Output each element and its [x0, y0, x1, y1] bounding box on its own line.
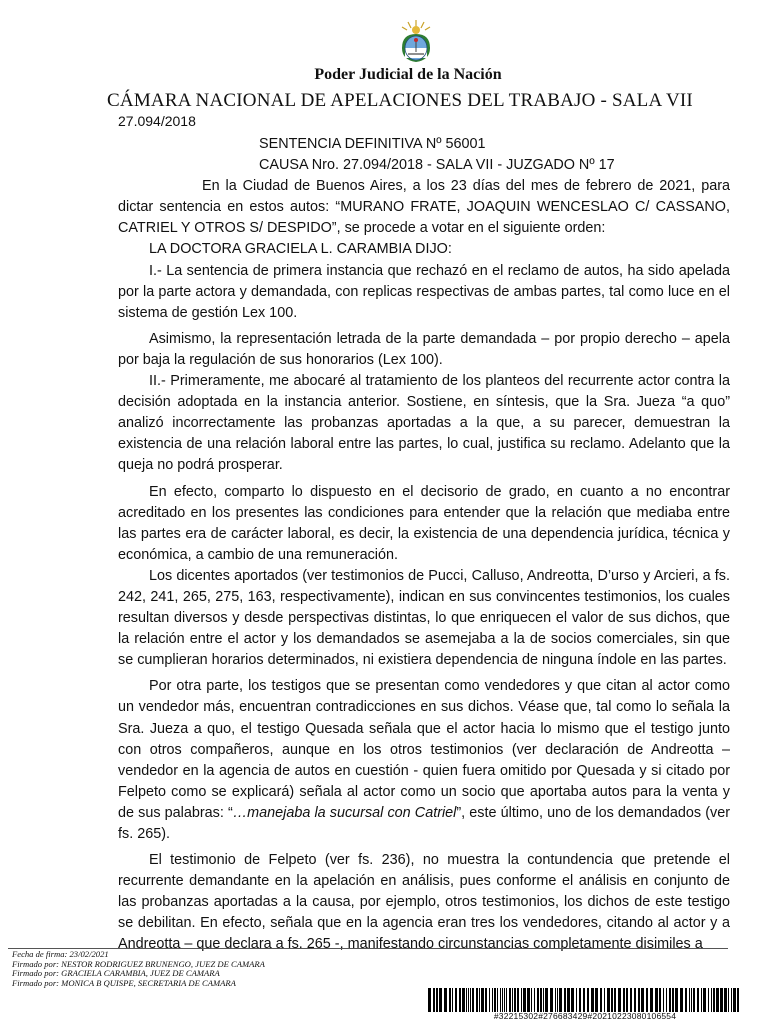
barcode-bar	[567, 988, 570, 1012]
barcode-bar	[607, 988, 610, 1012]
barcode-bar	[659, 988, 661, 1012]
barcode-bar	[512, 988, 513, 1012]
barcode-bar	[523, 988, 526, 1012]
barcode-bar	[663, 988, 664, 1012]
barcode-bar	[646, 988, 648, 1012]
barcode-bar	[728, 988, 729, 1012]
paragraph-opening: En la Ciudad de Buenos Aires, a los 23 días del mes de febrero de 2021, para dictar sentencia en estos autos: “MURANO FRATE, JOAQUIN WENCESLAO C/ CASSANO, CATRIEL Y OTROS S/ DESPIDO”, se procede a votar en el siguiente orden:	[118, 178, 730, 237]
barcode-bar	[466, 988, 467, 1012]
barcode-bar	[708, 988, 709, 1012]
barcode-bar	[502, 988, 503, 1012]
barcode-bar	[489, 988, 490, 1012]
barcode-bar	[720, 988, 723, 1012]
barcode-bar	[452, 988, 453, 1012]
signature-block	[12, 950, 432, 988]
barcode-bar	[559, 988, 562, 1012]
vote-heading: LA DOCTORA GRACIELA L. CARAMBIA DIJO:	[149, 241, 452, 258]
barcode-bar	[697, 988, 699, 1012]
barcode-bar	[433, 988, 435, 1012]
barcode-bar	[680, 988, 683, 1012]
barcode-bar	[672, 988, 674, 1012]
document-body	[118, 134, 730, 956]
barcode-number: #32215302#276683429#20210223080106554	[493, 1011, 677, 1021]
barcode-bar	[655, 988, 658, 1012]
cause-line: CAUSA Nro. 27.094/2018 - SALA VII - JUZGADO Nº 17	[259, 157, 615, 174]
barcode-bar	[455, 988, 457, 1012]
barcode-bar	[731, 988, 732, 1012]
barcode-bar	[685, 988, 687, 1012]
barcode-bar	[534, 988, 535, 1012]
barcode-bar	[514, 988, 516, 1012]
barcode-bar	[626, 988, 628, 1012]
barcode-bar	[540, 988, 542, 1012]
barcode-bar	[485, 988, 487, 1012]
barcode-bar	[462, 988, 465, 1012]
barcode-bar	[576, 988, 577, 1012]
barcode-bar	[711, 988, 712, 1012]
barcode-bar	[537, 988, 539, 1012]
barcode-bar	[492, 988, 493, 1012]
barcode-bar	[591, 988, 594, 1012]
barcode-bar	[571, 988, 574, 1012]
signer-3: Firmado por: MONICA B QUISPE, SECRETARIA DE CAMARA	[12, 977, 236, 988]
barcode-bar	[531, 988, 532, 1012]
signature-divider	[8, 948, 728, 949]
barcode-bar	[693, 988, 695, 1012]
barcode-bar	[675, 988, 678, 1012]
barcode-bar	[521, 988, 522, 1012]
barcode-bar	[713, 988, 715, 1012]
barcode-bar	[604, 988, 605, 1012]
witness-quote: …manejaba la sucursal con Catriel	[232, 804, 457, 821]
barcode-bar	[623, 988, 625, 1012]
barcode-bar	[595, 988, 598, 1012]
barcode-bar	[504, 988, 505, 1012]
barcode-bar	[459, 988, 461, 1012]
barcode-bar	[557, 988, 558, 1012]
barcode-bar	[545, 988, 548, 1012]
barcode-bar	[618, 988, 621, 1012]
barcode-bar	[479, 988, 480, 1012]
barcode-bar	[550, 988, 553, 1012]
paragraph-decision: En efecto, comparto lo dispuesto en el decisorio de grado, en cuanto a no encontrar acreditado en los presentes las condiciones para entender que la relación que mediaba entre las partes era de carácter laboral, es decir, la existencia de una dependencia jurídica, técnica y económica, a cambio de una remuneración.	[118, 483, 730, 563]
sentence-number: SENTENCIA DEFINITIVA Nº 56001	[259, 136, 486, 152]
barcode-bar	[641, 988, 644, 1012]
barcode-bar	[666, 988, 667, 1012]
barcode-bar	[630, 988, 632, 1012]
signer-1: Firmado por: NESTOR RODRIGUEZ BRUNENGO, JUEZ DE CAMARA	[12, 958, 265, 969]
barcode-bar	[587, 988, 589, 1012]
document-barcode	[428, 988, 740, 1012]
header-case-number: 27.094/2018	[118, 113, 196, 129]
barcode-bar	[579, 988, 581, 1012]
barcode-bar	[436, 988, 438, 1012]
barcode-bar	[716, 988, 719, 1012]
barcode-bar	[564, 988, 566, 1012]
barcode-bar	[611, 988, 613, 1012]
court-name: Poder Judicial de la Nación	[314, 66, 502, 83]
barcode-bar	[555, 988, 556, 1012]
barcode-bar	[583, 988, 585, 1012]
barcode-bar	[449, 988, 451, 1012]
paragraph-treatment: II.- Primeramente, me abocaré al tratamiento de los planteos del recurrente actor contra la decisión adoptada en la instancia anterior. Sostiene, en síntesis, que la Sra. Jueza “a quo” analizó incorrectamente las probanzas aportadas a la que, a su parecer, demuestran la existencia de una relación laboral entre las partes, lo cual, justifica su reclamo. Adelanto que la queja no podrá prosperar.	[118, 373, 730, 474]
barcode-bar	[527, 988, 530, 1012]
paragraph-felpeto: El testimonio de Felpeto (ver fs. 236), no muestra la contundencia que pretende el recurrente demandante en la apelación en análisis, pues conforme el análisis en conjunto de las probanzas aportadas a la causa, por ejemplo, otros testimonios, los dichos de este testigo se debilitan. En efecto, señala que en la agencia eran tres los vendedores, citando al actor y a Andreotta – que declara a fs. 265 -, manifestando circunstancias completamente disimiles a	[118, 852, 730, 953]
barcode-bar	[703, 988, 706, 1012]
barcode-bar	[468, 988, 469, 1012]
barcode-bar	[439, 988, 442, 1012]
barcode-bar	[600, 988, 602, 1012]
barcode-bar	[472, 988, 474, 1012]
barcode-bar	[724, 988, 727, 1012]
barcode-bar	[506, 988, 507, 1012]
barcode-bar	[638, 988, 640, 1012]
barcode-bar	[476, 988, 478, 1012]
barcode-bar	[543, 988, 544, 1012]
chamber-title: CÁMARA NACIONAL DE APELACIONES DEL TRABAJO - SALA VII	[107, 90, 693, 111]
barcode-bar	[614, 988, 616, 1012]
barcode-bar	[509, 988, 511, 1012]
barcode-bar	[517, 988, 519, 1012]
barcode-bar	[494, 988, 496, 1012]
signer-2: Firmado por: GRACIELA CARAMBIA, JUEZ DE CAMARA	[12, 968, 220, 979]
national-coat-of-arms-seal	[396, 18, 436, 66]
barcode-bar	[737, 988, 739, 1012]
barcode-bar	[689, 988, 690, 1012]
paragraph-contradictions	[118, 676, 730, 845]
paragraph-fees: Asimismo, la representación letrada de la parte demandada – por propio derecho – apela por baja la regulación de sus honorarios (Lex 100).	[118, 330, 730, 368]
barcode-bar	[701, 988, 702, 1012]
barcode-bar	[650, 988, 653, 1012]
paragraph-contradictions-end: ”, este último, uno de los demandados (ver fs. 265).	[118, 804, 730, 842]
barcode-bar	[444, 988, 447, 1012]
barcode-bar	[428, 988, 431, 1012]
barcode-bar	[470, 988, 471, 1012]
barcode-bar	[634, 988, 636, 1012]
paragraph-witnesses: Los dicentes aportados (ver testimonios de Pucci, Calluso, Andreotta, D’urso y Arcieri, a fs. 242, 241, 265, 275, 163, respectivamente), indican en sus convincentes testimonios, los cuales resultan diversos y desde perspectivas distintas, lo que enriquecen el valor de sus dichos, que la relación entre el actor y los demandados se asemejaba a la de socios comerciales, sin que se cumplieran horarios determinados, ni existiera dependencia de ninguna índole en las partes.	[118, 567, 730, 669]
barcode-bar	[669, 988, 671, 1012]
barcode-bar	[691, 988, 692, 1012]
paragraph-contradictions-text: Por otra parte, los testigos que se presentan como vendedores y que citan al actor como un vendedor más, encuentran contradicciones en sus dichos. Véase que, tal como lo señala la Sra. Jueza a quo, el testigo Quesada señala que el actor hacia lo mismo que el testigo junto con otros compañeros, aunque en los otros testimonios (ver declaración de Andreotta – vendedor en la agencia de autos en cuestión - quien fuera omitido por Quesada y si citado por Felpeto como se explicará) señala al actor como un socio que aportaba autos para la venta y de sus palabras: “	[118, 678, 730, 821]
barcode-bar	[733, 988, 736, 1012]
barcode-bar	[500, 988, 501, 1012]
paragraph-appeal: I.- La sentencia de primera instancia que rechazó en el reclamo de autos, ha sido apelada por la parte actora y demandada, con replicas respectivas de ambas partes, tal como luce en el sistema de gestión Lex 100.	[118, 262, 730, 321]
signature-date: Fecha de firma: 23/02/2021	[12, 949, 109, 959]
barcode-bar	[497, 988, 498, 1012]
barcode-bar	[481, 988, 484, 1012]
